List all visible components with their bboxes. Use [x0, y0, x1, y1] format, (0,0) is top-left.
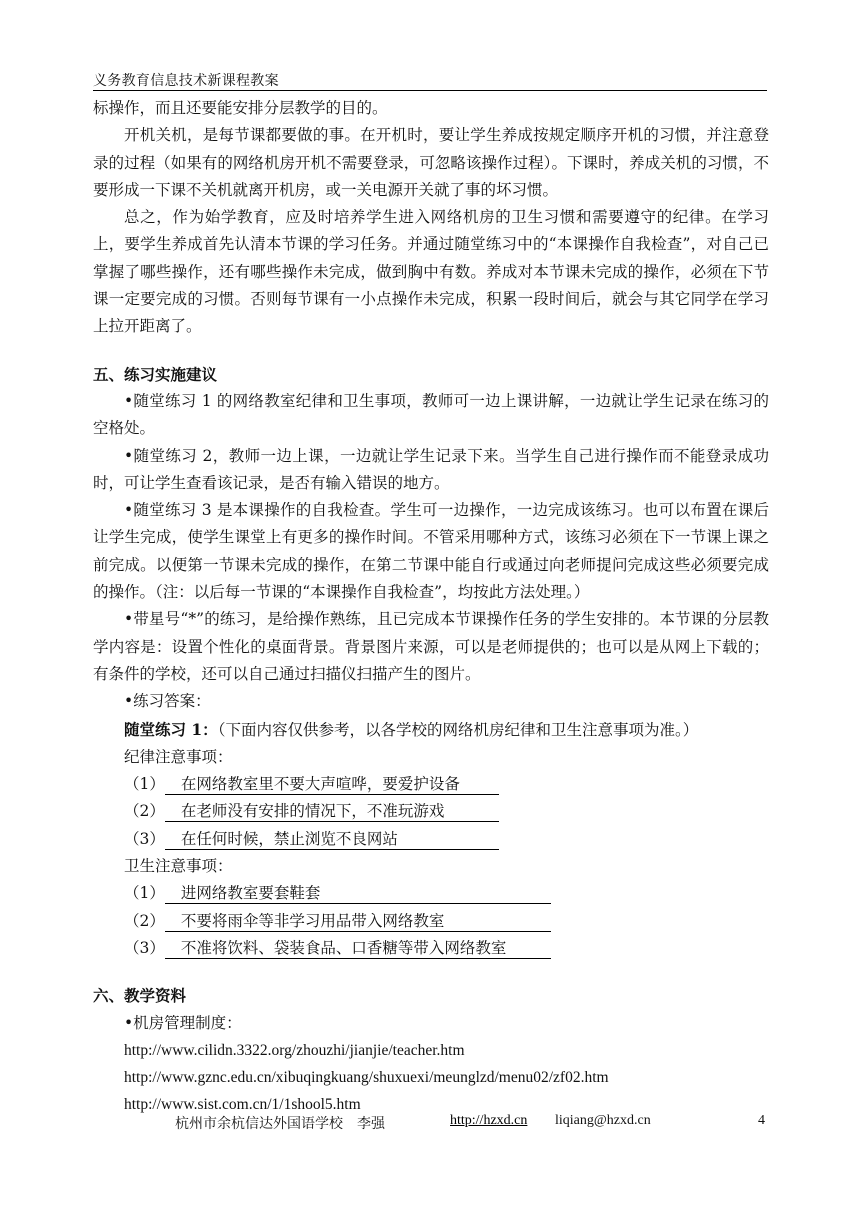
item-number: （3） — [124, 829, 165, 848]
resource-url[interactable]: http://www.gznc.edu.cn/xibuqingkuang/shuxuexi/meunglzd/menu02/zf02.htm — [124, 1069, 609, 1087]
resource-url[interactable]: http://www.cilidn.3322.org/zhouzhi/jianjie/teacher.htm — [124, 1041, 465, 1059]
exercise-1-line — [93, 716, 769, 744]
hygiene-item — [93, 908, 769, 935]
footer-website-link[interactable]: http://hzxd.cn — [450, 1113, 528, 1128]
discipline-item — [93, 771, 769, 798]
exercise-1-title: 随堂练习 1： — [124, 719, 218, 739]
header-divider — [93, 90, 767, 91]
discipline-label: 纪律注意事项： — [124, 747, 233, 766]
answer-blank: 不准将饮料、袋装食品、口香糖等带入网络教室 — [165, 938, 551, 959]
page-number: 4 — [758, 1113, 765, 1128]
bullet-star-exercise: •带星号“*”的练习，是给操作熟练，且已完成本节课操作任务的学生安排的。本节课的分层教学内容是：设置个性化的桌面背景。背景图片来源，可以是老师提供的；也可以是从网上下载的；有条件的学校，还可以自己通过扫描仪扫描产生的图片。 — [93, 610, 769, 683]
item-number: （1） — [124, 884, 165, 903]
section-6-heading: 六、教学资料 — [93, 986, 187, 1006]
item-number: （1） — [124, 775, 165, 794]
paragraph-summary: 总之，作为始学教育，应及时培养学生进入网络机房的卫生习惯和需要遵守的纪律。在学习上，要学生养成首先认清本节课的学习任务。并通过随堂练习中的“本课操作自我检查”，对自己已掌握了哪些操作，还有哪些操作未完成，做到胸中有数。养成对本节课未完成的操作，必须在下节课一定要完成的习惯。否则每节课有一小点操作未完成，积累一段时间后，就会与其它同学在学习上拉开距离了。 — [93, 208, 769, 336]
bullet-exercise-2: •随堂练习 2，教师一边上课，一边就让学生记录下来。当学生自己进行操作而不能登录成功时，可让学生查看该记录，是否有输入错误的地方。 — [93, 446, 769, 492]
exercise-1-note: （下面内容仅供参考，以各学校的网络机房纪律和卫生注意事项为准。） — [217, 720, 699, 739]
paragraph-continuation: 标操作，而且还要能安排分层教学的目的。 — [93, 99, 388, 117]
hygiene-label: 卫生注意事项： — [124, 857, 233, 876]
footer-email: liqiang@hzxd.cn — [555, 1113, 651, 1128]
bullet-exercise-3: •随堂练习 3 是本课操作的自我检查。学生可一边操作，一边完成该练习。也可以布置在课后让学生完成，使学生课堂上有更多的操作时间。不管采用哪种方式，该练习必须在下一节课上课之前完成。以便第一节课未完成的操作，在第二节课中能自行或通过向老师提问完成这些必须要完成的操作。（注：以后每一节课的“本课操作自我检查”，均按此方法处理。） — [93, 501, 769, 602]
section-5-heading: 五、练习实施建议 — [93, 364, 218, 384]
discipline-item — [93, 826, 769, 853]
item-number: （2） — [124, 802, 165, 821]
answer-blank: 在网络教室里不要大声喧哗，要爱护设备 — [165, 774, 499, 795]
hygiene-item — [93, 935, 769, 962]
document-body — [93, 95, 769, 1119]
discipline-item — [93, 798, 769, 825]
paragraph-power-on-off: 开机关机，是每节课都要做的事。在开机时，要让学生养成按规定顺序开机的习惯，并注意登录的过程（如果有的网络机房开机不需要登录，可忽略该操作过程）。下课时，养成关机的习惯，不要形成一下课不关机就离开机房，或一关电源开关就了事的坏习惯。 — [93, 126, 769, 199]
page-header-title: 义务教育信息技术新课程教案 — [93, 73, 279, 89]
answer-blank: 在老师没有安排的情况下，不准玩游戏 — [165, 801, 499, 822]
bullet-lab-rules: •机房管理制度： — [124, 1013, 242, 1032]
answer-blank: 在任何时候，禁止浏览不良网站 — [165, 829, 499, 850]
footer-school-author: 杭州市余杭信达外国语学校 李强 — [175, 1116, 385, 1132]
resource-url[interactable]: http://www.sist.com.cn/1/1shool5.htm — [124, 1096, 361, 1114]
bullet-exercise-1: •随堂练习 1 的网络教室纪律和卫生事项，教师可一边上课讲解，一边就让学生记录在练习的空格处。 — [93, 391, 769, 438]
item-number: （3） — [124, 938, 165, 957]
answer-blank: 进网络教室要套鞋套 — [165, 883, 551, 904]
answers-label: •练习答案： — [124, 692, 211, 711]
answer-blank: 不要将雨伞等非学习用品带入网络教室 — [165, 911, 551, 932]
item-number: （2） — [124, 911, 165, 930]
hygiene-item — [93, 880, 769, 907]
